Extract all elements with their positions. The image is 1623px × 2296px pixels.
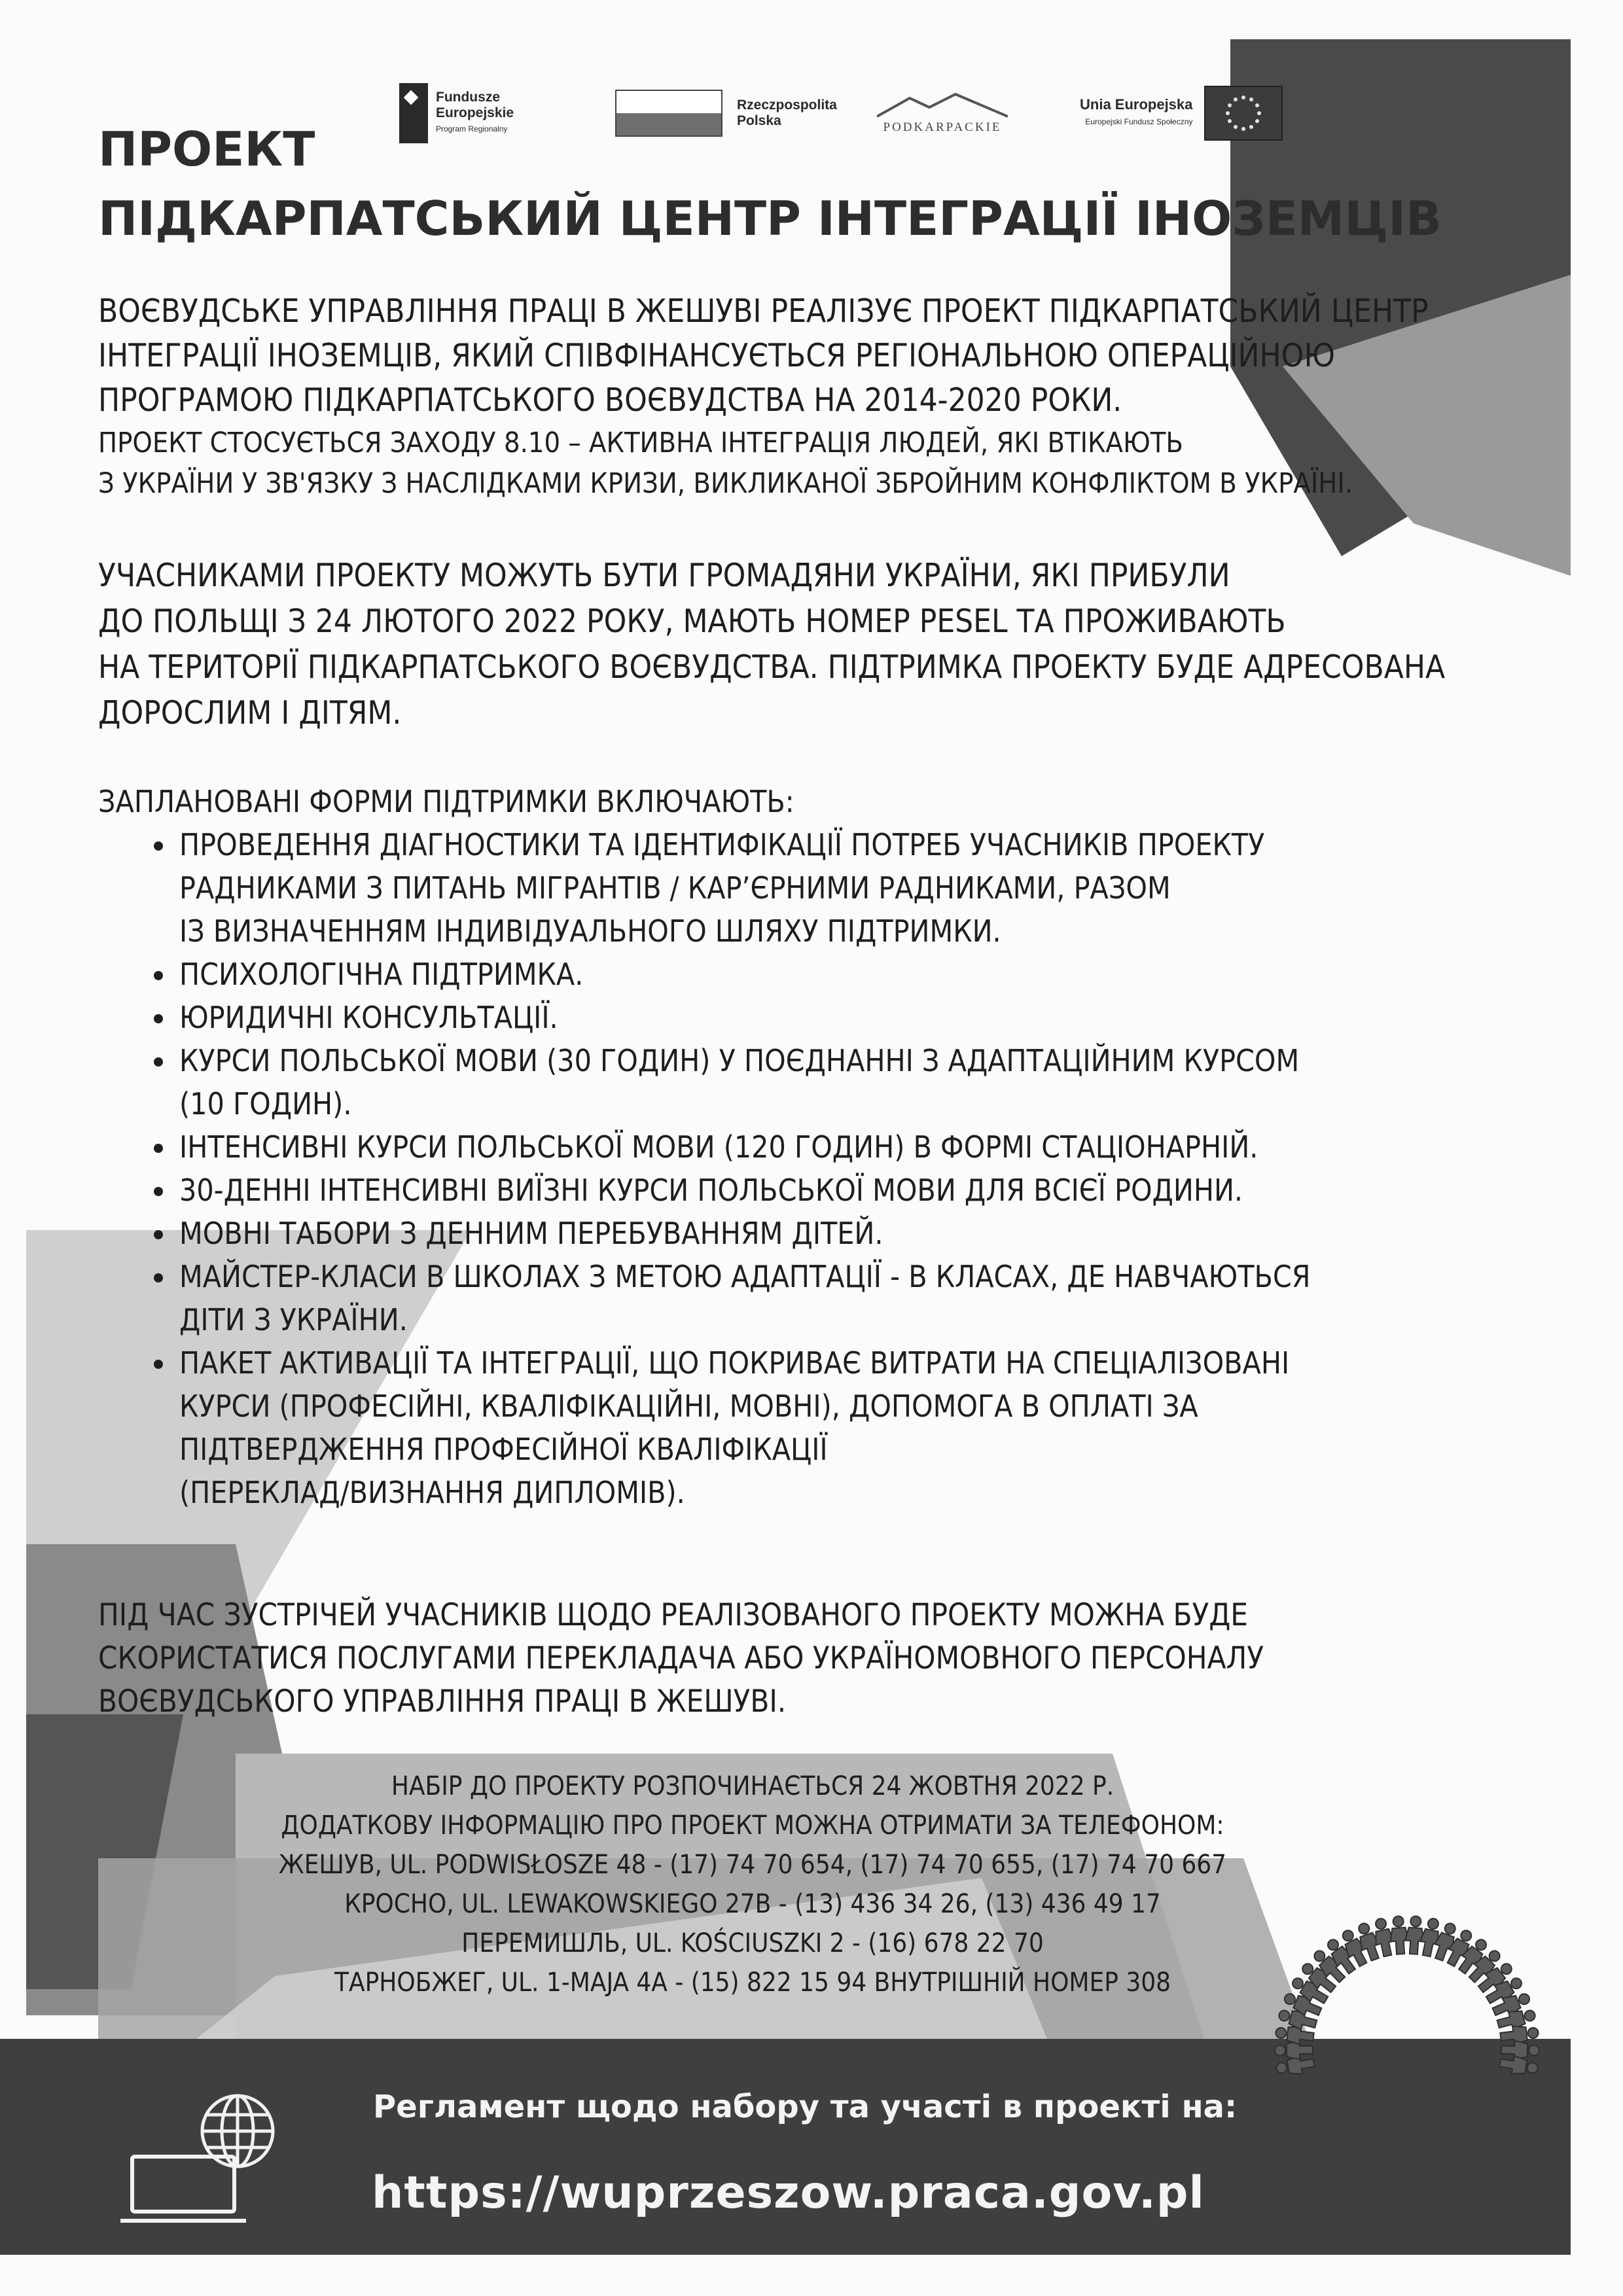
list-item xyxy=(177,996,1551,1039)
intro-block xyxy=(98,289,1551,504)
support-heading: ЗАПЛАНОВАНІ ФОРМИ ПІДТРИМКИ ВКЛЮЧАЮТЬ: xyxy=(98,784,794,819)
ue-small-label: Europejski Fundusz Społeczny xyxy=(1085,117,1193,126)
contacts-line: ДОДАТКОВУ ІНФОРМАЦІЮ ПРО ПРОЕКТ МОЖНА ОТРИМАТИ ЗА ТЕЛЕФОНОМ: xyxy=(281,1810,1224,1841)
person-figure xyxy=(1275,2041,1313,2060)
fundusze-label-1: Fundusze xyxy=(436,90,500,105)
contacts-line: НАБІР ДО ПРОЕКТУ РОЗПОЧИНАЄТЬСЯ 24 ЖОВТНЯ 2022 Р. xyxy=(391,1771,1115,1801)
participants-line: ДОРОСЛИМ І ДІТЯМ. xyxy=(98,694,402,732)
list-item xyxy=(177,1341,1551,1514)
person-figure xyxy=(1499,2054,1539,2078)
participants-line: ДО ПОЛЬЩІ З 24 ЛЮТОГО 2022 РОКУ, МАЮТЬ НОМЕР PESEL ТА ПРОЖИВАЮТЬ xyxy=(98,603,1286,640)
banner-url-link[interactable]: https://wuprzeszow.praca.gov.pl xyxy=(372,2167,1205,2219)
translator-block xyxy=(98,1594,1551,1723)
list-item xyxy=(177,1169,1551,1212)
list-item xyxy=(177,1212,1551,1255)
list-item-line: • ПРОВЕДЕННЯ ДІАГНОСТИКИ ТА ІДЕНТИФІКАЦІЇ ПОТРЕБ УЧАСНИКІВ ПРОЕКТУ xyxy=(179,827,1265,862)
banner-text: Регламент щодо набору та участі в проекті на: xyxy=(373,2089,1238,2125)
list-item-line: • МОВНІ ТАБОРИ З ДЕННИМ ПЕРЕБУВАННЯМ ДІТЕЙ. xyxy=(179,1216,883,1251)
list-item-line: • ІНТЕНСИВНІ КУРСИ ПОЛЬСЬКОЇ МОВИ (120 ГОДИН) В ФОРМІ СТАЦІОНАРНІЙ. xyxy=(179,1129,1258,1165)
list-item xyxy=(177,1255,1551,1341)
translator-line: СКОРИСТАТИСЯ ПОСЛУГАМИ ПЕРЕКЛАДАЧА АБО УКРАЇНОМОВНОГО ПЕРСОНАЛУ xyxy=(98,1640,1264,1676)
intro-line: ВОЄВУДСЬКЕ УПРАВЛІННЯ ПРАЦІ В ЖЕШУВІ РЕАЛІЗУЄ ПРОЕКТ ПІДКАРПАТСЬКИЙ ЦЕНТР xyxy=(98,292,1429,330)
laptop-icon xyxy=(118,2153,249,2225)
support-list xyxy=(98,823,1551,1514)
contacts-line: КРОСНО, UL. LEWAKOWSKIEGO 27B - (13) 436 34 26, (13) 436 49 17 xyxy=(344,1889,1161,1919)
list-item xyxy=(177,1039,1551,1125)
ue-label: Unia Europejska xyxy=(1080,96,1193,113)
rp-label-2: Polska xyxy=(737,113,781,128)
intro-line: ІНТЕГРАЦІЇ ІНОЗЕМЦІВ, ЯКИЙ СПІВФІНАНСУЄТЬСЯ РЕГІОНАЛЬНОЮ ОПЕРАЦІЙНОЮ xyxy=(98,337,1335,374)
fundusze-label-2: Europejskie xyxy=(436,105,514,120)
contacts-line: ТАРНОБЖЕГ, UL. 1-MAJA 4A - (15) 822 15 94 ВНУТРІШНІЙ НОМЕР 308 xyxy=(334,1968,1171,1998)
list-item-line: КУРСИ (ПРОФЕСІЙНІ, КВАЛІФІКАЦІЙНІ, МОВНІ), ДОПОМОГА В ОПЛАТІ ЗА xyxy=(179,1388,1198,1424)
translator-line: ПІД ЧАС ЗУСТРІЧЕЙ УЧАСНИКІВ ЩОДО РЕАЛІЗОВАНОГО ПРОЕКТУ МОЖНА БУДЕ xyxy=(98,1597,1248,1633)
list-item-line: • ПСИХОЛОГІЧНА ПІДТРИМКА. xyxy=(179,957,584,992)
list-item xyxy=(177,823,1551,953)
list-item-line: • ЮРИДИЧНІ КОНСУЛЬТАЦІЇ. xyxy=(179,1000,558,1035)
list-item-line: ДІТИ З УКРАЇНИ. xyxy=(179,1302,408,1337)
list-item xyxy=(177,1125,1551,1169)
intro-line: ПРОГРАМОЮ ПІДКАРПАТСЬКОГО ВОЄВУДСТВА НА 2014-2020 РОКИ. xyxy=(98,381,1122,419)
title-line-2: ПІДКАРПАТСЬКИЙ ЦЕНТР ІНТЕГРАЦІЇ ІНОЗЕМЦІВ xyxy=(98,191,1442,246)
intro-small-line: ПРОЕКТ СТОСУЄТЬСЯ ЗАХОДУ 8.10 – АКТИВНА ІНТЕГРАЦІЯ ЛЮДЕЙ, ЯКІ ВТІКАЮТЬ xyxy=(98,427,1183,459)
participants-line: НА ТЕРИТОРІЇ ПІДКАРПАТСЬКОГО ВОЄВУДСТВА. ПІДТРИМКА ПРОЕКТУ БУДЕ АДРЕСОВАНА xyxy=(98,648,1446,686)
translator-line: ВОЄВУДСЬКОГО УПРАВЛІННЯ ПРАЦІ В ЖЕШУВІ. xyxy=(98,1684,787,1720)
contacts-block xyxy=(65,1767,1440,2002)
list-item-line: • ПАКЕТ АКТИВАЦІЇ ТА ІНТЕГРАЦІЇ, ЩО ПОКРИВАЄ ВИТРАТИ НА СПЕЦІАЛІЗОВАНІ xyxy=(179,1345,1290,1381)
title-block xyxy=(98,115,1551,253)
support-block xyxy=(98,780,1551,1514)
rp-label-1: Rzeczpospolita xyxy=(737,97,837,113)
list-item-line: ПІДТВЕРДЖЕННЯ ПРОФЕСІЙНОЇ КВАЛІФІКАЦІЇ xyxy=(179,1432,828,1467)
list-item-line: • 30-ДЕННІ ІНТЕНСИВНІ ВИЇЗНІ КУРСИ ПОЛЬСЬКОЇ МОВИ ДЛЯ ВСІЄЇ РОДИНИ. xyxy=(179,1173,1243,1208)
list-item-line: РАДНИКАМИ З ПИТАНЬ МІГРАНТІВ / КАР’ЄРНИМИ РАДНИКАМИ, РАЗОМ xyxy=(179,870,1171,906)
list-item-line: • МАЙСТЕР-КЛАСИ В ШКОЛАХ З МЕТОЮ АДАПТАЦІЇ - В КЛАСАХ, ДЕ НАВЧАЮТЬСЯ xyxy=(179,1259,1311,1294)
list-item-line: ІЗ ВИЗНАЧЕННЯМ ІНДИВІДУАЛЬНОГО ШЛЯХУ ПІДТРИМКИ. xyxy=(179,913,1001,949)
list-item-line: (ПЕРЕКЛАД/ВИЗНАННЯ ДИПЛОМІВ). xyxy=(179,1475,685,1510)
people-circle-icon xyxy=(1243,1884,1571,2199)
list-item-line: • КУРСИ ПОЛЬСЬКОЇ МОВИ (30 ГОДИН) У ПОЄДНАННІ З АДАПТАЦІЙНИМ КУРСОМ xyxy=(179,1043,1300,1078)
title-line-1: ПРОЕКТ xyxy=(98,122,315,177)
contacts-line: ЖЕШУВ, UL. PODWISŁOSZE 48 - (17) 74 70 654, (17) 74 70 655, (17) 74 70 667 xyxy=(278,1850,1227,1880)
person-figure xyxy=(1501,2041,1540,2060)
fundusze-small-label: Program Regionalny xyxy=(436,124,508,133)
podkarpackie-label: PODKARPACKIE xyxy=(883,120,1002,134)
list-item xyxy=(177,953,1551,996)
mountains-icon xyxy=(877,92,1008,118)
contacts-line: ПЕРЕМИШЛЬ, UL. KOŚCIUSZKI 2 - (16) 678 22 70 xyxy=(461,1928,1044,1958)
intro-small-line: З УКРАЇНИ У ЗВ'ЯЗКУ З НАСЛІДКАМИ КРИЗИ, ВИКЛИКАНОЇ ЗБРОЙНИМ КОНФЛІКТОМ В УКРАЇНІ. xyxy=(98,467,1353,500)
list-item-line: (10 ГОДИН). xyxy=(179,1086,352,1122)
participants-block xyxy=(98,553,1551,736)
participants-line: УЧАСНИКАМИ ПРОЕКТУ МОЖУТЬ БУТИ ГРОМАДЯНИ УКРАЇНИ, ЯКІ ПРИБУЛИ xyxy=(98,557,1230,594)
